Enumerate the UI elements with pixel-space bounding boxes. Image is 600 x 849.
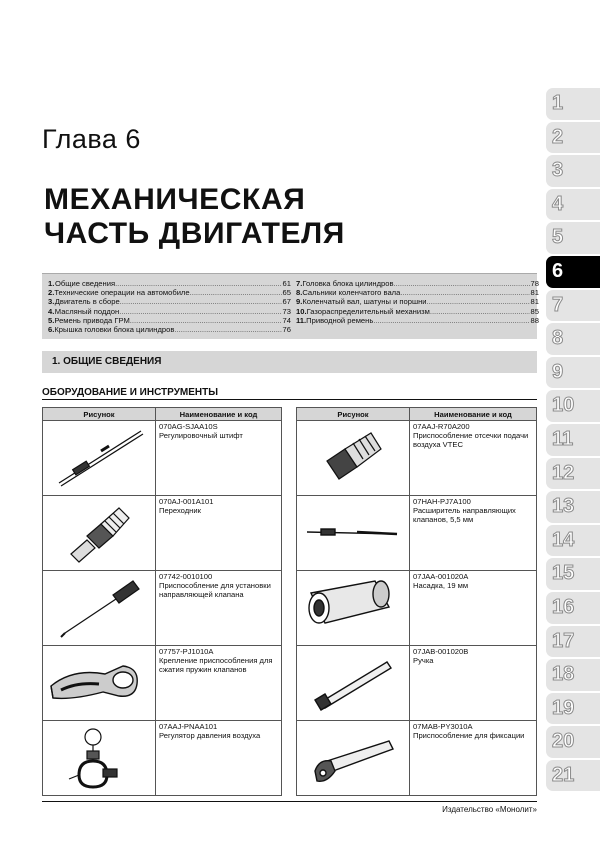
tool-name: Приспособление для установки направляющей клапана — [159, 581, 271, 600]
tool-code: 07AAJ-PNAA101 — [159, 722, 218, 731]
toc-dots — [373, 316, 529, 325]
tool-picture — [43, 496, 156, 571]
toc-text: Газораспределительный механизм — [306, 306, 430, 316]
toc-page: 74 — [282, 315, 291, 325]
toc-item[interactable] — [296, 279, 539, 288]
chapter-title-line2: ЧАСТЬ ДВИГАТЕЛЯ — [44, 217, 345, 250]
toc-column-right — [296, 279, 539, 325]
toc-num: 5. — [48, 315, 55, 325]
tool-name: Приспособление отсечки подачи воздуха VTEC — [413, 431, 529, 450]
toc-num: 9. — [296, 297, 303, 307]
toc-item[interactable] — [296, 307, 539, 316]
chapter-title — [44, 183, 345, 251]
toc-num: 8. — [296, 288, 303, 298]
valve-guide-driver-icon — [43, 571, 155, 645]
adapter-icon — [43, 496, 155, 570]
chapter-tab[interactable]: 18 — [546, 659, 600, 691]
toc-dots — [400, 288, 529, 297]
toc-text: Общие сведения — [54, 279, 116, 288]
toc-dots — [120, 297, 282, 306]
table-row — [297, 421, 537, 496]
toc-item[interactable] — [48, 288, 291, 297]
toc-column-left — [48, 279, 291, 334]
table-row — [297, 721, 537, 796]
chapter-tab[interactable]: 19 — [546, 693, 600, 725]
tool-name: Приспособление для фиксации — [413, 731, 525, 741]
toc-page: 88 — [530, 315, 539, 325]
tool-name: Регулировочный штифт — [159, 431, 243, 441]
toc-page: 67 — [282, 297, 291, 307]
tool-name: Ручка — [413, 656, 434, 666]
toc-item[interactable] — [296, 316, 539, 325]
table-row — [43, 571, 282, 646]
toc-text: Коленчатый вал, шатуны и поршни — [302, 297, 427, 307]
header-picture: Рисунок — [297, 408, 410, 421]
table-row — [297, 571, 537, 646]
tool-description — [156, 496, 282, 571]
air-regulator-icon — [43, 721, 155, 795]
chapter-tab[interactable]: 17 — [546, 626, 600, 658]
tool-code: 070AJ-001A101 — [159, 497, 214, 506]
toc-text: Технические операции на автомобиле — [54, 288, 190, 298]
chapter-title-line1: МЕХАНИЧЕСКАЯ — [44, 183, 306, 216]
toc-item[interactable] — [296, 288, 539, 297]
chapter-tab[interactable]: 10 — [546, 390, 600, 422]
tool-name: Переходник — [159, 506, 201, 516]
toc-text: Приводной ремень — [306, 315, 374, 325]
tool-code: 07742-0010100 — [159, 572, 213, 581]
toc-text: Головка блока цилиндров — [302, 279, 394, 288]
table-row — [43, 421, 282, 496]
toc-dots — [119, 307, 281, 316]
table-header-row — [43, 408, 282, 421]
chapter-tab[interactable]: 1 — [546, 88, 600, 120]
holder-icon — [297, 721, 409, 795]
toc-page: 81 — [530, 288, 539, 298]
toc-num: 1. — [48, 279, 55, 288]
toc-dots — [174, 325, 281, 334]
toc-num: 11. — [296, 315, 307, 325]
table-row — [43, 496, 282, 571]
table-row — [297, 646, 537, 721]
chapter-tab[interactable]: 14 — [546, 525, 600, 557]
toc-num: 6. — [48, 324, 55, 334]
tool-description — [410, 496, 537, 571]
toc-text: Масляный поддон — [54, 306, 120, 316]
tool-name: Насадка, 19 мм — [413, 581, 469, 591]
tool-picture — [43, 721, 156, 796]
toc-num: 7. — [296, 279, 303, 288]
section-title: 1. ОБЩИЕ СВЕДЕНИЯ — [52, 356, 162, 367]
toc-text: Крышка головки блока цилиндров — [54, 324, 175, 334]
chapter-tab[interactable]: 12 — [546, 458, 600, 490]
toc-text: Двигатель в сборе — [54, 297, 120, 307]
chapter-tabs — [546, 88, 600, 793]
chapter-tab-active[interactable]: 6 — [546, 256, 600, 288]
tool-name: Регулятор давления воздуха — [159, 731, 261, 741]
toc-page: 81 — [530, 297, 539, 307]
tool-picture — [297, 571, 410, 646]
toc-dots — [115, 279, 281, 288]
toc-item[interactable] — [48, 316, 291, 325]
chapter-tab[interactable]: 5 — [546, 222, 600, 254]
tool-picture — [297, 646, 410, 721]
tool-picture — [297, 421, 410, 496]
toc-page: 78 — [530, 279, 539, 288]
chapter-tab[interactable]: 2 — [546, 122, 600, 154]
chapter-tab[interactable]: 16 — [546, 592, 600, 624]
chapter-tab[interactable]: 3 — [546, 155, 600, 187]
toc-item[interactable] — [296, 297, 539, 306]
vtec-air-cutoff-icon — [297, 421, 409, 495]
tool-code: 07MAB-PY3010A — [413, 722, 473, 731]
chapter-label: Глава 6 — [42, 124, 141, 154]
socket-icon — [297, 571, 409, 645]
header-picture: Рисунок — [43, 408, 156, 421]
tools-table-left — [42, 407, 282, 796]
toc-page: 61 — [282, 279, 291, 288]
tool-picture — [297, 721, 410, 796]
table-row — [43, 646, 282, 721]
tool-name: Расширитель направляющих клапанов, 5,5 мм — [413, 506, 516, 525]
toc-page: 73 — [282, 306, 291, 316]
chapter-tab[interactable]: 4 — [546, 189, 600, 221]
toc-item[interactable] — [48, 325, 291, 334]
tool-description — [156, 721, 282, 796]
tool-code: 070AG-SJAA10S — [159, 422, 218, 431]
toc-item[interactable] — [48, 297, 291, 306]
toc-dots — [130, 316, 282, 325]
tool-code: 07AAJ-R70A200 — [413, 422, 470, 431]
toc-dots — [190, 288, 282, 297]
toc-num: 2. — [48, 288, 55, 298]
toc-num: 4. — [48, 306, 55, 316]
tool-picture — [43, 571, 156, 646]
toc-item[interactable] — [48, 279, 291, 288]
toc-text: Сальники коленчатого вала — [302, 288, 401, 298]
toc-dots — [427, 297, 530, 306]
toc-num: 10. — [296, 306, 307, 316]
tool-code: 07JAB-001020B — [413, 647, 469, 656]
footer-divider — [42, 801, 537, 802]
tool-picture — [43, 421, 156, 496]
tools-table-right — [296, 407, 537, 796]
tool-description — [410, 421, 537, 496]
tool-description — [410, 721, 537, 796]
chapter-tab[interactable]: 13 — [546, 491, 600, 523]
toc-page: 65 — [282, 288, 291, 298]
tool-code: 07JAA-001020A — [413, 572, 469, 581]
chapter-tab[interactable]: 11 — [546, 424, 600, 456]
header-name-code: Наименование и код — [156, 408, 282, 421]
toc-num: 3. — [48, 297, 55, 307]
tool-description — [156, 571, 282, 646]
chapter-tab[interactable]: 20 — [546, 726, 600, 758]
table-of-contents — [42, 273, 537, 339]
toc-item[interactable] — [48, 307, 291, 316]
chapter-tab[interactable]: 8 — [546, 323, 600, 355]
toc-dots — [394, 279, 530, 288]
tool-code: 07757-PJ1010A — [159, 647, 214, 656]
tool-picture — [297, 496, 410, 571]
section-header — [42, 351, 537, 373]
chapter-tab[interactable]: 7 — [546, 290, 600, 322]
table-row — [297, 496, 537, 571]
tool-code: 07HAH-PJ7A100 — [413, 497, 471, 506]
tool-description — [410, 646, 537, 721]
toc-page: 76 — [282, 324, 291, 334]
handle-icon — [297, 646, 409, 720]
chapter-tab[interactable]: 21 — [546, 760, 600, 792]
toc-dots — [430, 307, 530, 316]
chapter-tab[interactable]: 15 — [546, 558, 600, 590]
tool-description — [156, 421, 282, 496]
reamer-icon — [297, 496, 409, 570]
pin-tool-icon — [43, 421, 155, 495]
toc-page: 85 — [530, 306, 539, 316]
tool-name: Крепление приспособления для сжатия пружин клапанов — [159, 656, 273, 675]
publisher-footer: Издательство «Монолит» — [442, 805, 537, 814]
toc-text: Ремень привода ГРМ — [54, 315, 130, 325]
tool-description — [410, 571, 537, 646]
subheading: ОБОРУДОВАНИЕ И ИНСТРУМЕНТЫ — [42, 387, 537, 400]
spring-compressor-icon — [43, 646, 155, 720]
tool-description — [156, 646, 282, 721]
tool-picture — [43, 646, 156, 721]
header-name-code: Наименование и код — [410, 408, 537, 421]
table-header-row — [297, 408, 537, 421]
table-row — [43, 721, 282, 796]
chapter-tab[interactable]: 9 — [546, 357, 600, 389]
